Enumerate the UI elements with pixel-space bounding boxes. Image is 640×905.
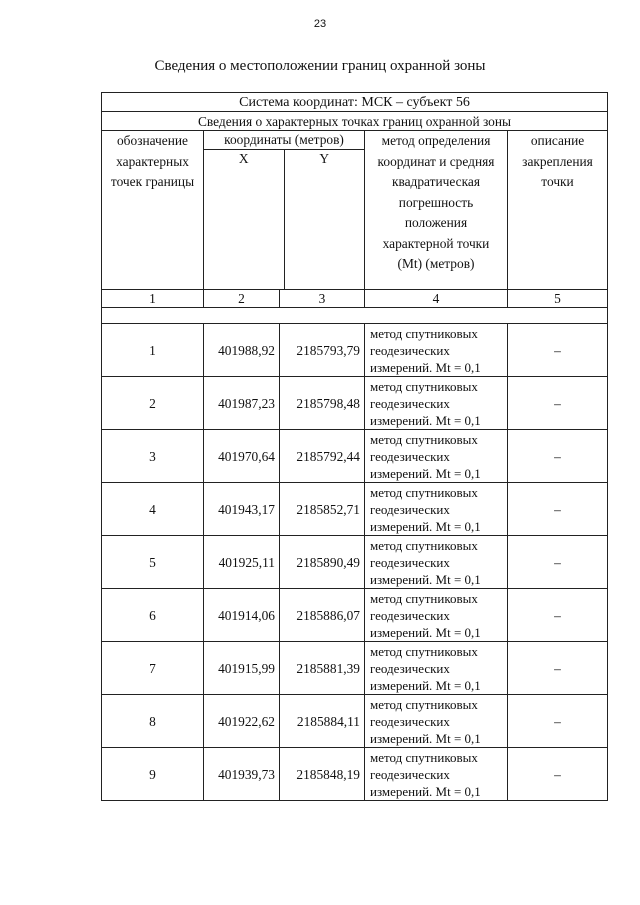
description-cell: –	[508, 695, 608, 748]
header-coords-label: координаты (метров)	[204, 131, 364, 150]
point-id-cell: 2	[102, 377, 204, 430]
x-coordinate-cell: 401914,06	[204, 589, 280, 642]
column-number: 5	[508, 290, 608, 308]
description-cell: –	[508, 536, 608, 589]
point-id-cell: 7	[102, 642, 204, 695]
method-cell: метод спутниковых геодезических измерений. Mt = 0,1	[365, 589, 508, 642]
table-subtitle: Сведения о характерных точках границ охранной зоны	[102, 112, 608, 131]
column-number-row	[102, 290, 608, 308]
method-cell: метод спутниковых геодезических измерений. Mt = 0,1	[365, 748, 508, 801]
point-id-cell: 5	[102, 536, 204, 589]
point-id-cell: 1	[102, 324, 204, 377]
x-coordinate-cell: 401987,23	[204, 377, 280, 430]
header-description: описание закрепления точки	[508, 131, 608, 290]
description-cell: –	[508, 483, 608, 536]
coordinate-system-label: Система координат: МСК – субъект 56	[102, 93, 608, 112]
method-cell: метод спутниковых геодезических измерений. Mt = 0,1	[365, 536, 508, 589]
table-row	[102, 536, 608, 589]
page-number: 23	[313, 18, 327, 30]
table-row	[102, 377, 608, 430]
method-cell: метод спутниковых геодезических измерений. Mt = 0,1	[365, 695, 508, 748]
method-cell: метод спутниковых геодезических измерений. Mt = 0,1	[365, 430, 508, 483]
column-number: 2	[204, 290, 280, 308]
table-row	[102, 430, 608, 483]
table-row	[102, 324, 608, 377]
spacer-row	[102, 308, 608, 324]
y-coordinate-cell: 2185884,11	[280, 695, 365, 748]
method-cell: метод спутниковых геодезических измерений. Mt = 0,1	[365, 377, 508, 430]
x-coordinate-cell: 401943,17	[204, 483, 280, 536]
y-coordinate-cell: 2185793,79	[280, 324, 365, 377]
y-coordinate-cell: 2185886,07	[280, 589, 365, 642]
description-cell: –	[508, 642, 608, 695]
method-cell: метод спутниковых геодезических измерений. Mt = 0,1	[365, 483, 508, 536]
coordinate-system-row	[102, 93, 608, 112]
y-coordinate-cell: 2185798,48	[280, 377, 365, 430]
x-coordinate-cell: 401939,73	[204, 748, 280, 801]
header-point: обозначение характерных точек границы	[102, 131, 204, 290]
x-coordinate-cell: 401922,62	[204, 695, 280, 748]
column-number: 1	[102, 290, 204, 308]
column-number: 4	[365, 290, 508, 308]
x-coordinate-cell: 401988,92	[204, 324, 280, 377]
table-row	[102, 748, 608, 801]
header-x: X	[204, 150, 285, 289]
description-cell: –	[508, 589, 608, 642]
x-coordinate-cell: 401915,99	[204, 642, 280, 695]
description-cell: –	[508, 377, 608, 430]
column-number: 3	[280, 290, 365, 308]
table-row	[102, 483, 608, 536]
table-row	[102, 589, 608, 642]
header-method: метод определения координат и средняя квадратическая погрешность положения характерной точки (Mt) (метров)	[365, 131, 508, 290]
point-id-cell: 9	[102, 748, 204, 801]
x-coordinate-cell: 401925,11	[204, 536, 280, 589]
header-row	[102, 131, 608, 290]
description-cell: –	[508, 748, 608, 801]
x-coordinate-cell: 401970,64	[204, 430, 280, 483]
point-id-cell: 8	[102, 695, 204, 748]
header-coordinates	[204, 131, 365, 290]
boundary-points-table	[101, 92, 608, 801]
y-coordinate-cell: 2185890,49	[280, 536, 365, 589]
header-y: Y	[319, 151, 330, 166]
description-cell: –	[508, 430, 608, 483]
document-title: Сведения о местоположении границ охранной зоны	[154, 58, 486, 74]
point-id-cell: 4	[102, 483, 204, 536]
y-coordinate-cell: 2185852,71	[280, 483, 365, 536]
description-cell: –	[508, 324, 608, 377]
subtitle-row	[102, 112, 608, 131]
y-coordinate-cell: 2185848,19	[280, 748, 365, 801]
y-coordinate-cell: 2185881,39	[280, 642, 365, 695]
point-id-cell: 3	[102, 430, 204, 483]
method-cell: метод спутниковых геодезических измерений. Mt = 0,1	[365, 642, 508, 695]
point-id-cell: 6	[102, 589, 204, 642]
y-coordinate-cell: 2185792,44	[280, 430, 365, 483]
method-cell: метод спутниковых геодезических измерений. Mt = 0,1	[365, 324, 508, 377]
table-row	[102, 695, 608, 748]
table-row	[102, 642, 608, 695]
